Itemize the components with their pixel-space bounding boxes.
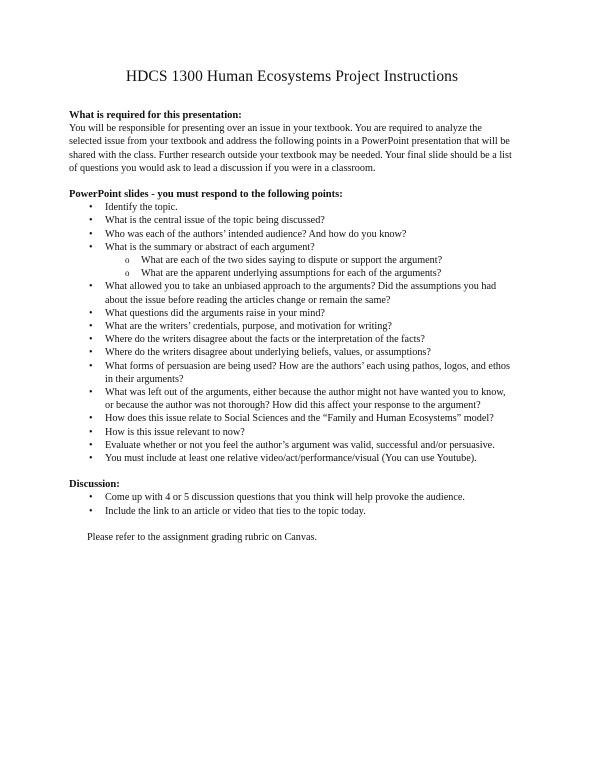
list-item: • Where do the writers disagree about underlying beliefs, values, or assumptions? [89,346,515,359]
list-item: • Evaluate whether or not you feel the author’s argument was valid, successful and/or persuasive. [89,439,515,452]
list-item: • What is the central issue of the topic being discussed? [89,214,515,227]
list-item: • Who was each of the authors’ intended audience? And how do you know? [89,228,515,241]
list-item: • What forms of persuasion are being used? How are the authors’ each using pathos, logos, and ethos in their arguments? [89,360,515,386]
list-item-text: What is the summary or abstract of each argument? [105,241,315,253]
spacer [69,518,515,531]
closing-note: Please refer to the assignment grading rubric on Canvas. [87,531,317,543]
spacer [69,465,515,478]
list-item: • How is this issue relevant to now? [89,426,515,439]
requirements-text: You will be responsible for presenting over an issue in your textbook. You are required to analyze the selected issue from your textbook and address the following points in a PowerPoint presentation that will be shared with the class. Further research outside your textbook may be needed. Your final slide should be a list of questions you would ask to lead a discussion if you were in a classroom. [69,123,512,174]
list-item: • How does this issue relate to Social Sciences and the “Family and Human Ecosystems” model? [89,412,515,425]
sub-list-item: o What are the apparent underlying assumptions for each of the arguments? [125,267,515,280]
sub-point-list [105,254,515,280]
requirements-heading: What is required for this presentation: [69,110,242,121]
list-item: • You must include at least one relative video/act/performance/visual (You can use Youtube). [89,452,515,465]
spacer [69,175,515,188]
list-item: • What are the writers’ credentials, purpose, and motivation for writing? [89,320,515,333]
list-item: • What allowed you to take an unbiased approach to the arguments? Did the assumptions you had about the issue before reading the articles change or remain the same? [89,280,515,306]
list-item: • Where do the writers disagree about the facts or the interpretation of the facts? [89,333,515,346]
discussion-heading: Discussion: [69,479,120,491]
list-item: • Include the link to an article or video that ties to the topic today. [89,505,515,518]
slides-point-list [69,201,515,465]
list-item [89,241,515,281]
sub-list-item: o What are each of the two sides saying to dispute or support the argument? [125,254,515,267]
list-item: • Identify the topic. [89,201,515,214]
list-item: • Come up with 4 or 5 discussion questions that you think will help provoke the audience. [89,491,515,504]
list-item: • What was left out of the arguments, either because the author might not have wanted you to know, or because the author was not thorough? How did this affect your response to the argument? [89,386,515,412]
document-title: HDCS 1300 Human Ecosystems Project Instructions [125,68,459,85]
discussion-point-list [69,491,515,517]
list-item: • What questions did the arguments raise in your mind? [89,307,515,320]
slides-heading: PowerPoint slides - you must respond to the following points: [69,189,343,201]
